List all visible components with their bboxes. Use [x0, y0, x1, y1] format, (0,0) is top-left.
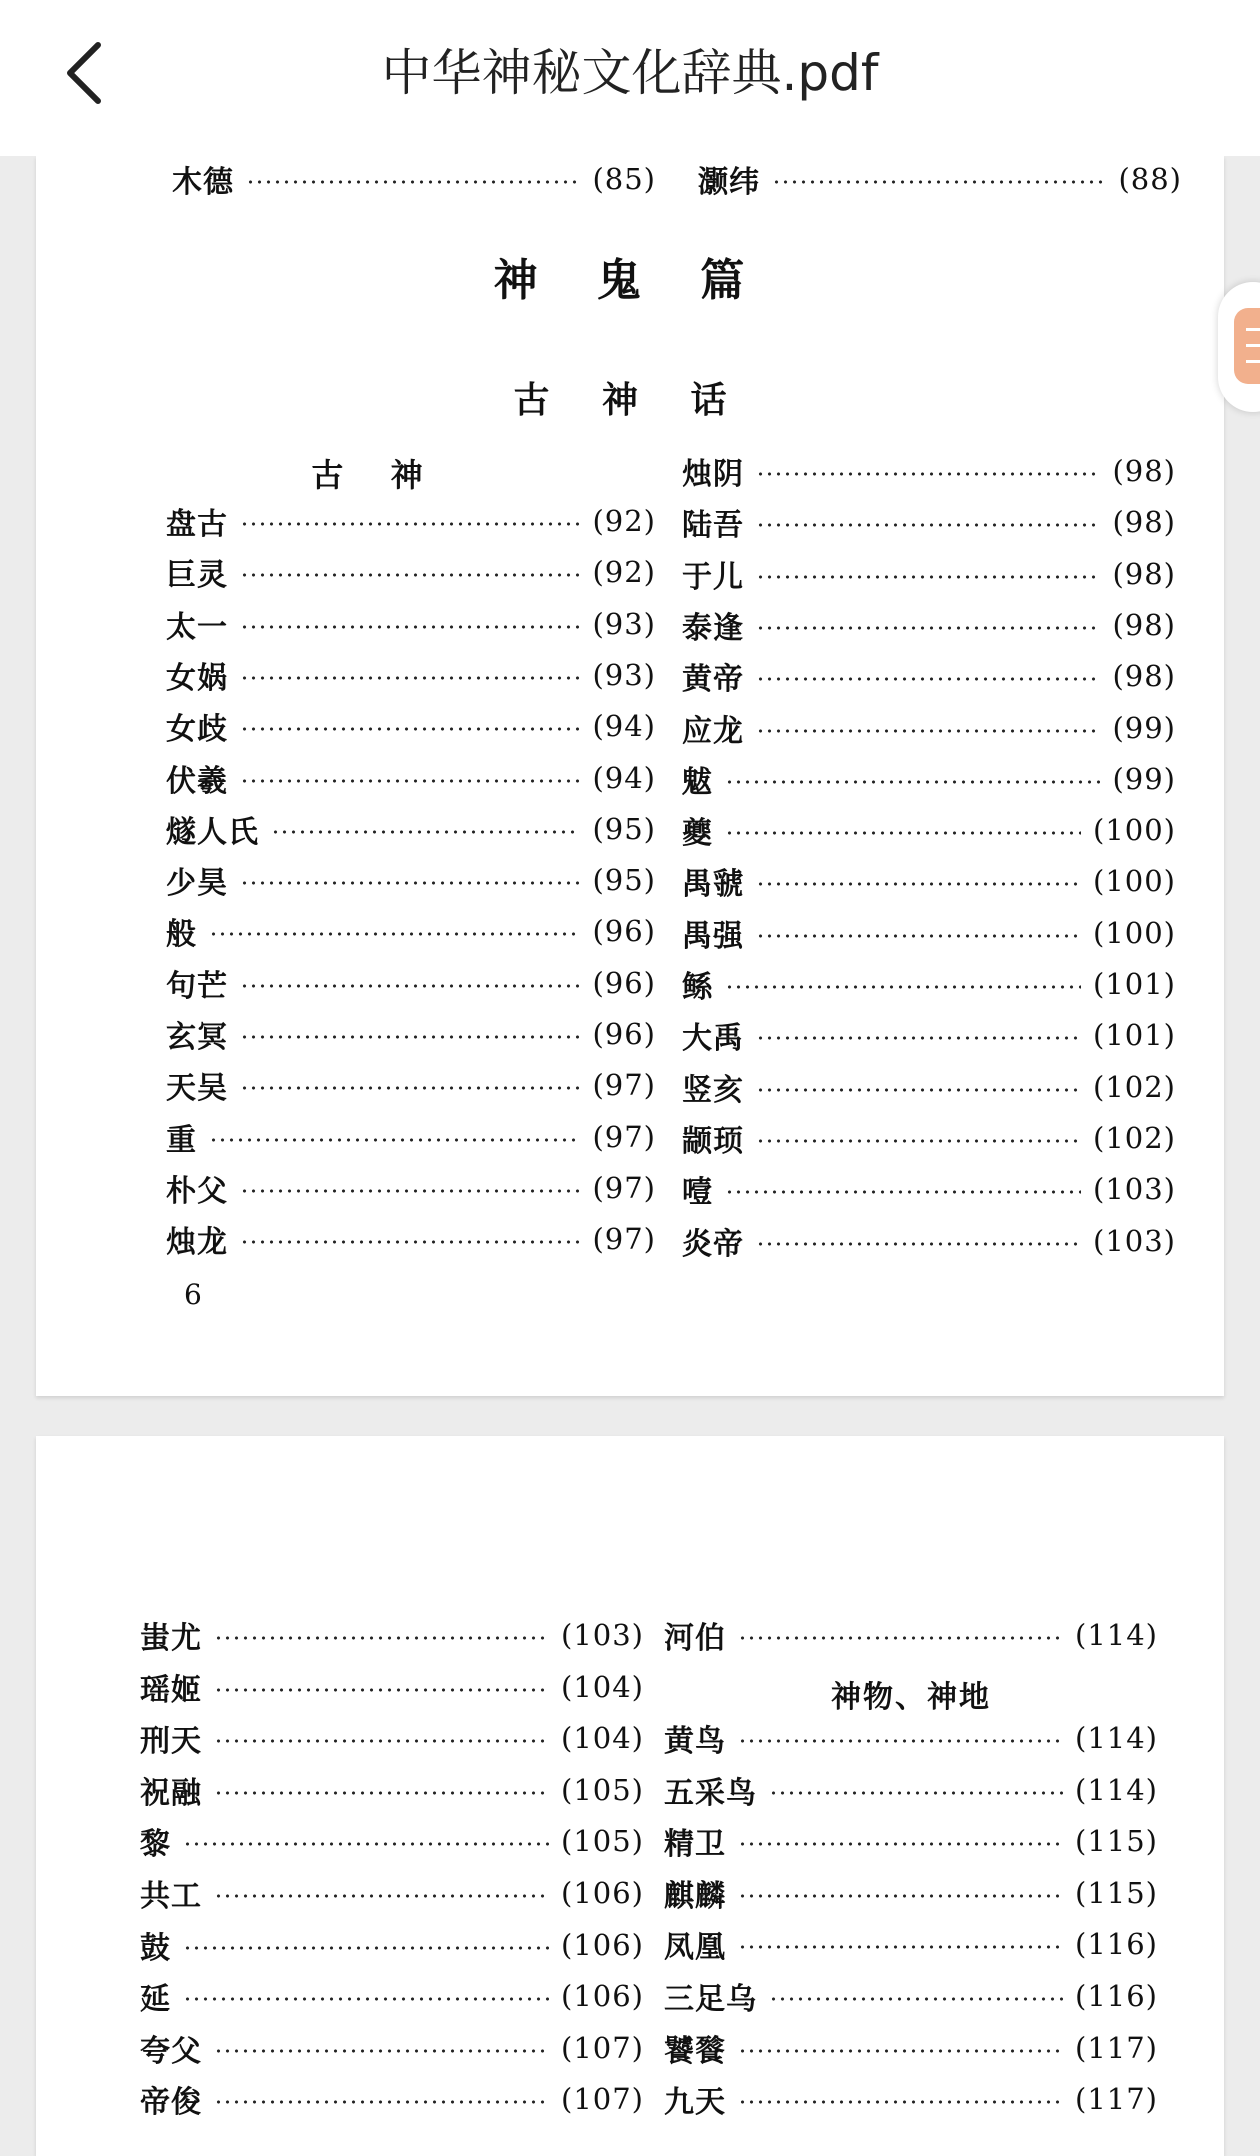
entry-page: (99)	[1112, 761, 1176, 796]
entry-name: 祝融	[140, 1775, 202, 1811]
list-icon	[1234, 308, 1260, 384]
entry-page: (106)	[561, 1979, 644, 2014]
entry-name: 重	[166, 1122, 197, 1158]
entry-name: 玄冥	[166, 1020, 228, 1055]
leader-dots	[769, 1994, 1063, 2004]
toc-entry[interactable]	[682, 1064, 1176, 1110]
toc-entry[interactable]	[664, 1973, 1158, 2019]
entry-name: 陆吾	[682, 508, 744, 544]
toc-entry[interactable]	[664, 2025, 1158, 2071]
leader-dots	[738, 1736, 1063, 1746]
toc-entry[interactable]	[140, 1973, 644, 2019]
entry-page: (101)	[1093, 1018, 1176, 1053]
toc-entry[interactable]	[140, 1664, 644, 1710]
toc-entry[interactable]	[140, 1612, 644, 1658]
entry-name: 魃	[682, 764, 713, 800]
entry-page: (97)	[592, 1170, 656, 1205]
leader-dots	[240, 673, 580, 683]
entry-page: (100)	[1093, 915, 1176, 950]
toc-entry[interactable]	[682, 448, 1176, 494]
entry-page: (93)	[592, 606, 656, 641]
toc-entry[interactable]	[166, 806, 656, 852]
leader-dots	[738, 1839, 1063, 1849]
leader-dots	[214, 2046, 549, 2056]
toc-entry[interactable]	[664, 2076, 1158, 2122]
entry-page: (115)	[1075, 1875, 1158, 1910]
leader-dots	[756, 931, 1081, 941]
toc-entry[interactable]	[166, 703, 656, 749]
leader-dots	[756, 1085, 1081, 1095]
entry-page: (114)	[1075, 1721, 1158, 1755]
document-title: 中华神秘文化辞典.pdf	[381, 44, 879, 102]
entry-name: 般	[166, 917, 197, 953]
toc-entry[interactable]	[166, 652, 656, 698]
entry-name: 泰逢	[682, 610, 744, 646]
entry-name: 少昊	[166, 866, 228, 902]
entry-page: (114)	[1075, 1772, 1158, 1807]
entry-page: (93)	[592, 657, 656, 692]
entry-page: (95)	[592, 863, 656, 898]
entry-page: (105)	[561, 1772, 644, 1807]
toc-entry[interactable]	[682, 705, 1176, 751]
subsection-title: 古 神 话	[513, 379, 747, 421]
leader-dots	[240, 570, 580, 580]
entry-page: (95)	[592, 811, 656, 846]
entry-page: (103)	[561, 1618, 644, 1652]
toc-entry[interactable]	[166, 1165, 656, 1211]
entry-name: 黄鸟	[664, 1724, 726, 1759]
toc-entry[interactable]	[140, 1767, 644, 1813]
leader-dots	[271, 827, 580, 837]
entry-name: 延	[140, 1982, 171, 2018]
entry-name: 夔	[682, 816, 713, 852]
entry-page: (96)	[592, 914, 656, 949]
toc-entry[interactable]	[140, 1715, 644, 1761]
entry-name: 三足乌	[664, 1982, 757, 2017]
entry-name: 凤凰	[664, 1930, 726, 1966]
toc-entry[interactable]	[682, 1012, 1176, 1058]
leader-dots	[240, 724, 580, 734]
entry-page: (104)	[561, 1669, 644, 1704]
entry-page: (102)	[1093, 1069, 1176, 1104]
entry-name: 蚩尤	[140, 1621, 202, 1656]
entry-page: (98)	[1112, 659, 1176, 694]
entry-page: (88)	[1118, 162, 1182, 196]
toc-entry[interactable]	[682, 858, 1176, 904]
entry-name: 烛阴	[682, 457, 744, 492]
entry-page: (100)	[1093, 864, 1176, 899]
entry-name: 噎	[682, 1175, 713, 1211]
entry-name: 句芒	[166, 968, 228, 1004]
entry-page: (117)	[1075, 2082, 1158, 2117]
leader-dots	[725, 1187, 1081, 1197]
entry-name: 黎	[140, 1827, 171, 1863]
entry-name: 帝俊	[140, 2085, 202, 2121]
entry-name: 禺虢	[682, 867, 744, 903]
leader-dots	[240, 519, 580, 529]
leader-dots	[183, 1943, 549, 1953]
leader-dots	[240, 981, 580, 991]
entry-name: 灏纬	[698, 165, 760, 200]
toc-entry[interactable]	[140, 2025, 644, 2071]
entry-name: 伏羲	[166, 763, 228, 799]
toc-entry[interactable]	[682, 499, 1176, 545]
entry-page: (85)	[592, 162, 656, 196]
pdf-page	[36, 156, 1224, 1396]
entry-name: 黄帝	[682, 662, 744, 698]
entry-page: (114)	[1075, 1618, 1158, 1652]
leader-dots	[214, 1736, 549, 1746]
entry-page: (107)	[561, 2030, 644, 2065]
toc-entry[interactable]	[682, 807, 1176, 853]
toc-entry[interactable]	[166, 601, 656, 647]
leader-dots	[240, 1186, 580, 1196]
leader-dots	[756, 520, 1100, 530]
toc-entry[interactable]	[166, 1062, 656, 1108]
entry-name: 共工	[140, 1879, 202, 1914]
toc-entry[interactable]	[166, 960, 656, 1006]
toc-entry[interactable]	[140, 1922, 644, 1968]
entry-page: (97)	[592, 1222, 656, 1257]
entry-page: (98)	[1112, 607, 1176, 642]
entry-page: (106)	[561, 1876, 644, 1910]
entry-name: 饕餮	[664, 2033, 726, 2069]
toc-entry[interactable]	[140, 2076, 644, 2122]
entry-page: (105)	[561, 1824, 644, 1859]
entry-name: 五采鸟	[664, 1775, 757, 1811]
entry-name: 盘古	[166, 507, 228, 542]
leader-dots	[183, 1994, 549, 2004]
leader-dots	[214, 1891, 549, 1901]
entry-page: (98)	[1112, 556, 1176, 591]
toc-entry[interactable]	[682, 910, 1176, 956]
leader-dots	[214, 1685, 549, 1695]
entry-name: 颛顼	[682, 1123, 744, 1159]
entry-name: 河伯	[664, 1621, 726, 1656]
entry-page: (94)	[592, 760, 656, 795]
leader-dots	[756, 674, 1100, 684]
toc-entry[interactable]	[166, 908, 656, 954]
entry-name: 刑天	[140, 1724, 202, 1760]
leader-dots	[756, 1033, 1081, 1043]
entry-name: 应龙	[682, 713, 744, 749]
toc-entry[interactable]	[698, 156, 1182, 202]
entry-name: 木德	[172, 165, 234, 200]
entry-name: 太一	[166, 609, 228, 645]
toc-entry[interactable]	[682, 1115, 1176, 1161]
toc-entry[interactable]	[664, 1767, 1158, 1813]
toc-entry[interactable]	[166, 549, 656, 595]
entry-name: 天吴	[166, 1071, 228, 1107]
entry-name: 禺强	[682, 918, 744, 954]
entry-name: 燧人氏	[166, 814, 259, 850]
outline-toggle-button[interactable]	[1218, 282, 1260, 412]
leader-dots	[240, 878, 580, 888]
leader-dots	[738, 1891, 1063, 1901]
entry-page: (92)	[592, 555, 656, 590]
entry-name: 朴父	[166, 1173, 228, 1209]
entry-name: 麒麟	[664, 1878, 726, 1914]
leader-dots	[756, 1136, 1081, 1146]
entry-page: (116)	[1075, 1979, 1158, 2013]
toc-entry[interactable]	[664, 1870, 1158, 1916]
page-number: 6	[184, 1278, 202, 1311]
entry-name: 女歧	[166, 712, 228, 748]
entry-page: (98)	[1112, 505, 1176, 540]
entry-name: 瑶姬	[140, 1672, 202, 1708]
toc-entry[interactable]	[682, 1166, 1176, 1212]
entry-page: (102)	[1093, 1120, 1176, 1155]
column-heading: 古 神	[311, 456, 441, 494]
toc-entry[interactable]	[682, 756, 1176, 802]
leader-dots	[756, 879, 1081, 889]
entry-name: 女娲	[166, 660, 228, 696]
entry-name: 九天	[664, 2085, 726, 2121]
toc-entry[interactable]	[664, 1612, 1158, 1658]
entry-page: (103)	[1093, 1223, 1176, 1258]
toc-entry[interactable]	[166, 1011, 656, 1057]
entry-page: (96)	[592, 965, 656, 1000]
leader-dots	[738, 2046, 1063, 2056]
toc-entry[interactable]	[682, 961, 1176, 1007]
leader-dots	[725, 777, 1100, 787]
entry-name: 鲧	[682, 970, 713, 1005]
toc-entry[interactable]	[682, 653, 1176, 699]
toc-entry[interactable]	[140, 1870, 644, 1916]
entry-page: (92)	[592, 504, 656, 538]
entry-name: 烛龙	[166, 1225, 228, 1261]
leader-dots	[240, 1032, 580, 1042]
section-title: 神 鬼 篇	[493, 255, 767, 306]
entry-page: (104)	[561, 1721, 644, 1756]
leader-dots	[240, 1083, 580, 1093]
toc-entry[interactable]	[682, 551, 1176, 597]
toc-entry[interactable]	[166, 498, 656, 544]
toc-entry[interactable]	[166, 857, 656, 903]
leader-dots	[214, 1633, 549, 1643]
entry-name: 大禹	[682, 1021, 744, 1057]
toc-entry[interactable]	[664, 1818, 1158, 1864]
entry-page: (116)	[1075, 1927, 1158, 1962]
entry-page: (99)	[1112, 710, 1176, 745]
leader-dots	[240, 776, 580, 786]
entry-name: 于儿	[682, 559, 744, 595]
leader-dots	[209, 929, 580, 939]
leader-dots	[756, 469, 1100, 479]
entry-name: 巨灵	[166, 558, 228, 594]
entry-name: 炎帝	[682, 1226, 744, 1262]
leader-dots	[214, 1788, 549, 1798]
top-app-bar	[0, 0, 1260, 156]
leader-dots	[756, 572, 1100, 582]
entry-page: (103)	[1093, 1172, 1176, 1207]
leader-dots	[725, 828, 1081, 838]
entry-page: (101)	[1093, 967, 1176, 1001]
entry-name: 竖亥	[682, 1072, 744, 1108]
entry-page: (94)	[592, 709, 656, 744]
leader-dots	[183, 1839, 549, 1849]
entry-name: 精卫	[664, 1827, 726, 1863]
leader-dots	[772, 177, 1106, 187]
leader-dots	[246, 177, 580, 187]
toc-entry[interactable]	[682, 602, 1176, 648]
entry-page: (98)	[1112, 454, 1176, 488]
entry-page: (107)	[561, 2082, 644, 2117]
toc-entry[interactable]	[172, 156, 656, 202]
column-heading: 神物、神地	[831, 1680, 991, 1715]
leader-dots	[756, 1239, 1081, 1249]
toc-entry[interactable]	[166, 1216, 656, 1262]
toc-entry[interactable]	[664, 1921, 1158, 1967]
leader-dots	[738, 2097, 1063, 2107]
leader-dots	[738, 1633, 1063, 1643]
entry-name: 鼓	[140, 1930, 171, 1966]
leader-dots	[725, 982, 1081, 992]
leader-dots	[756, 726, 1100, 736]
entry-page: (115)	[1075, 1824, 1158, 1859]
leader-dots	[756, 623, 1100, 633]
toc-entry[interactable]	[166, 755, 656, 801]
entry-page: (100)	[1093, 813, 1176, 848]
entry-page: (96)	[592, 1017, 656, 1051]
toc-entry[interactable]	[140, 1818, 644, 1864]
entry-page: (106)	[561, 1927, 644, 1962]
leader-dots	[738, 1942, 1063, 1952]
entry-page: (97)	[592, 1119, 656, 1154]
toc-entry[interactable]	[166, 1114, 656, 1160]
toc-entry[interactable]	[664, 1715, 1158, 1761]
leader-dots	[240, 622, 580, 632]
leader-dots	[214, 2097, 549, 2107]
leader-dots	[769, 1788, 1063, 1798]
entry-page: (97)	[592, 1068, 656, 1103]
leader-dots	[240, 1237, 580, 1247]
leader-dots	[209, 1135, 580, 1145]
entry-page: (117)	[1075, 2030, 1158, 2065]
toc-entry[interactable]	[682, 1218, 1176, 1264]
entry-name: 夸父	[140, 2033, 202, 2069]
pdf-page	[36, 1436, 1224, 2156]
